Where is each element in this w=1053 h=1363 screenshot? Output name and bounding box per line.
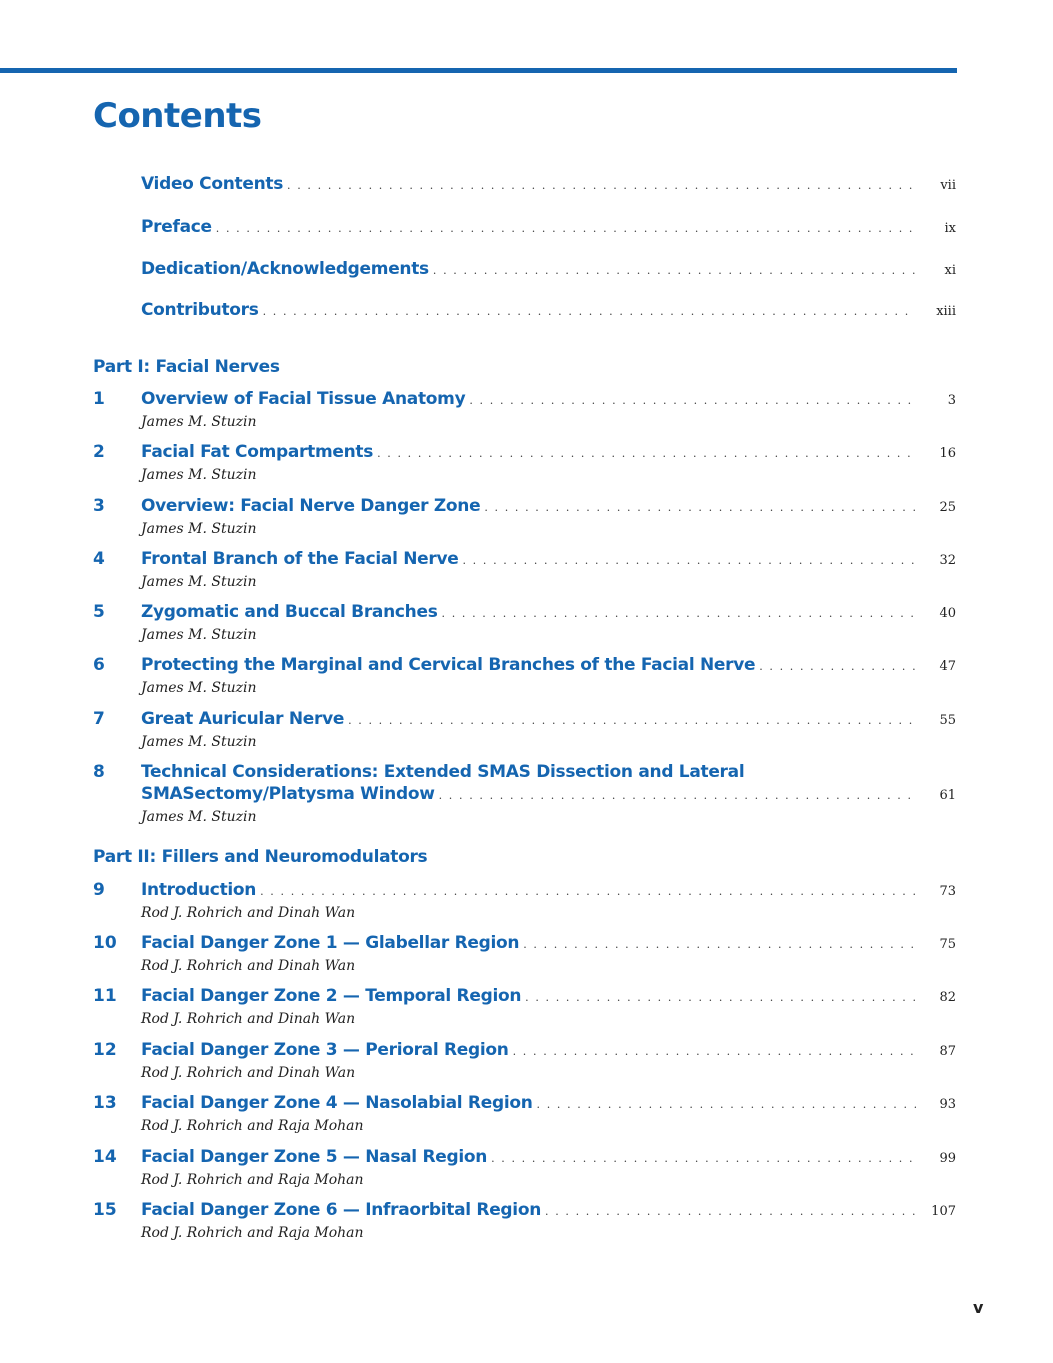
page-title: Contents bbox=[93, 96, 262, 136]
chapter-title[interactable]: Overview: Facial Nerve Danger Zone bbox=[141, 496, 481, 516]
chapter-title[interactable]: Facial Danger Zone 6 — Infraorbital Region bbox=[141, 1200, 541, 1220]
toc-page-number: 73 bbox=[939, 884, 956, 899]
dot-leader bbox=[260, 885, 916, 898]
toc-page-number: 32 bbox=[939, 553, 956, 568]
toc-entry-title[interactable]: Video Contents bbox=[141, 174, 284, 194]
chapter-line bbox=[141, 389, 956, 413]
chapter-number: 10 bbox=[93, 933, 117, 953]
toc-entry-video-contents[interactable] bbox=[141, 174, 956, 202]
dot-leader bbox=[439, 789, 916, 802]
chapter-line bbox=[141, 655, 956, 679]
toc-entry-title[interactable]: Contributors bbox=[141, 300, 259, 320]
dot-leader bbox=[348, 714, 916, 727]
toc-page-number: 55 bbox=[939, 713, 956, 728]
chapter-title[interactable]: Frontal Branch of the Facial Nerve bbox=[141, 549, 459, 569]
chapter-author: James M. Stuzin bbox=[141, 627, 257, 643]
chapter-line bbox=[141, 442, 956, 466]
chapter-author: Rod J. Rohrich and Dinah Wan bbox=[141, 958, 356, 974]
chapter-line bbox=[141, 709, 956, 733]
chapter-author: James M. Stuzin bbox=[141, 734, 257, 750]
toc-page-number: 87 bbox=[939, 1044, 956, 1059]
toc-page-number: 99 bbox=[939, 1151, 956, 1166]
part-heading: Part II: Fillers and Neuromodulators bbox=[93, 847, 428, 867]
chapter-line bbox=[141, 549, 956, 573]
dot-leader bbox=[377, 447, 916, 460]
chapter-title-continued[interactable]: SMASectomy/Platysma Window bbox=[141, 784, 435, 804]
chapter-number: 3 bbox=[93, 496, 105, 516]
chapter-title[interactable]: Introduction bbox=[141, 880, 257, 900]
toc-entry-dedication[interactable] bbox=[141, 259, 956, 287]
dot-leader bbox=[513, 1045, 916, 1058]
chapter-title[interactable]: Zygomatic and Buccal Branches bbox=[141, 602, 438, 622]
dot-leader bbox=[523, 938, 916, 951]
chapter-line bbox=[141, 1093, 956, 1117]
dot-leader bbox=[537, 1098, 916, 1111]
chapter-number: 8 bbox=[93, 762, 105, 782]
toc-page-number: xiii bbox=[936, 304, 956, 319]
chapter-title[interactable]: Facial Fat Compartments bbox=[141, 442, 374, 462]
dot-leader bbox=[484, 501, 916, 514]
chapter-line bbox=[141, 496, 956, 520]
chapter-number: 13 bbox=[93, 1093, 117, 1113]
chapter-line bbox=[141, 784, 956, 808]
toc-page-number: 16 bbox=[939, 446, 956, 461]
chapter-number: 12 bbox=[93, 1040, 117, 1060]
chapter-line bbox=[141, 1147, 956, 1171]
chapter-author: James M. Stuzin bbox=[141, 809, 257, 825]
chapter-number: 7 bbox=[93, 709, 105, 729]
dot-leader bbox=[759, 660, 916, 673]
page-folio: v bbox=[973, 1298, 984, 1317]
chapter-number: 1 bbox=[93, 389, 105, 409]
toc-page-number: 40 bbox=[939, 606, 956, 621]
toc-entry-preface[interactable] bbox=[141, 217, 956, 245]
dot-leader bbox=[462, 554, 916, 567]
top-rule bbox=[0, 68, 957, 73]
chapter-author: Rod J. Rohrich and Dinah Wan bbox=[141, 1065, 356, 1081]
chapter-title[interactable]: Technical Considerations: Extended SMAS Dissection and Lateral bbox=[141, 762, 745, 782]
toc-page-number: 61 bbox=[939, 788, 956, 803]
chapter-number: 6 bbox=[93, 655, 105, 675]
chapter-number: 11 bbox=[93, 986, 117, 1006]
part-heading: Part I: Facial Nerves bbox=[93, 357, 280, 377]
dot-leader bbox=[545, 1205, 916, 1218]
dot-leader bbox=[491, 1152, 916, 1165]
toc-page-number: vii bbox=[940, 178, 956, 193]
dot-leader bbox=[263, 305, 916, 318]
dot-leader bbox=[469, 394, 916, 407]
chapter-title[interactable]: Facial Danger Zone 3 — Perioral Region bbox=[141, 1040, 509, 1060]
chapter-title[interactable]: Facial Danger Zone 4 — Nasolabial Region bbox=[141, 1093, 533, 1113]
toc-page-number: 25 bbox=[939, 500, 956, 515]
chapter-number: 5 bbox=[93, 602, 105, 622]
dot-leader bbox=[287, 179, 916, 192]
chapter-line bbox=[141, 1040, 956, 1064]
toc-page-number: 3 bbox=[947, 393, 956, 408]
chapter-title[interactable]: Great Auricular Nerve bbox=[141, 709, 345, 729]
chapter-title[interactable]: Facial Danger Zone 2 — Temporal Region bbox=[141, 986, 522, 1006]
chapter-author: Rod J. Rohrich and Raja Mohan bbox=[141, 1225, 364, 1241]
chapter-author: James M. Stuzin bbox=[141, 680, 257, 696]
toc-entry-contributors[interactable] bbox=[141, 300, 956, 328]
dot-leader bbox=[433, 264, 916, 277]
toc-page-number: 93 bbox=[939, 1097, 956, 1112]
chapter-number: 15 bbox=[93, 1200, 117, 1220]
chapter-number: 2 bbox=[93, 442, 105, 462]
toc-page-number: 82 bbox=[939, 990, 956, 1005]
toc-page-number: 107 bbox=[931, 1204, 956, 1219]
chapter-line bbox=[141, 1200, 956, 1224]
chapter-title[interactable]: Overview of Facial Tissue Anatomy bbox=[141, 389, 466, 409]
chapter-author: James M. Stuzin bbox=[141, 574, 257, 590]
chapter-line bbox=[141, 880, 956, 904]
dot-leader bbox=[525, 991, 916, 1004]
toc-page-number: ix bbox=[944, 221, 956, 236]
chapter-author: James M. Stuzin bbox=[141, 414, 257, 430]
chapter-number: 9 bbox=[93, 880, 105, 900]
chapter-line bbox=[141, 602, 956, 626]
dot-leader bbox=[442, 607, 916, 620]
chapter-number: 4 bbox=[93, 549, 105, 569]
chapter-title[interactable]: Facial Danger Zone 5 — Nasal Region bbox=[141, 1147, 488, 1167]
chapter-author: Rod J. Rohrich and Dinah Wan bbox=[141, 1011, 356, 1027]
dot-leader bbox=[216, 222, 916, 235]
toc-page-number: 75 bbox=[939, 937, 956, 952]
toc-entry-title[interactable]: Preface bbox=[141, 217, 212, 237]
chapter-author: Rod J. Rohrich and Raja Mohan bbox=[141, 1118, 364, 1134]
chapter-author: Rod J. Rohrich and Raja Mohan bbox=[141, 1172, 364, 1188]
chapter-title[interactable]: Protecting the Marginal and Cervical Branches of the Facial Nerve bbox=[141, 655, 756, 675]
toc-page-number: 47 bbox=[939, 659, 956, 674]
chapter-line bbox=[141, 933, 956, 957]
chapter-author: James M. Stuzin bbox=[141, 467, 257, 483]
chapter-line bbox=[141, 986, 956, 1010]
toc-page-number: xi bbox=[944, 263, 956, 278]
chapter-title[interactable]: Facial Danger Zone 1 — Glabellar Region bbox=[141, 933, 520, 953]
toc-entry-title[interactable]: Dedication/Acknowledgements bbox=[141, 259, 429, 279]
chapter-author: James M. Stuzin bbox=[141, 521, 257, 537]
chapter-number: 14 bbox=[93, 1147, 117, 1167]
chapter-author: Rod J. Rohrich and Dinah Wan bbox=[141, 905, 356, 921]
